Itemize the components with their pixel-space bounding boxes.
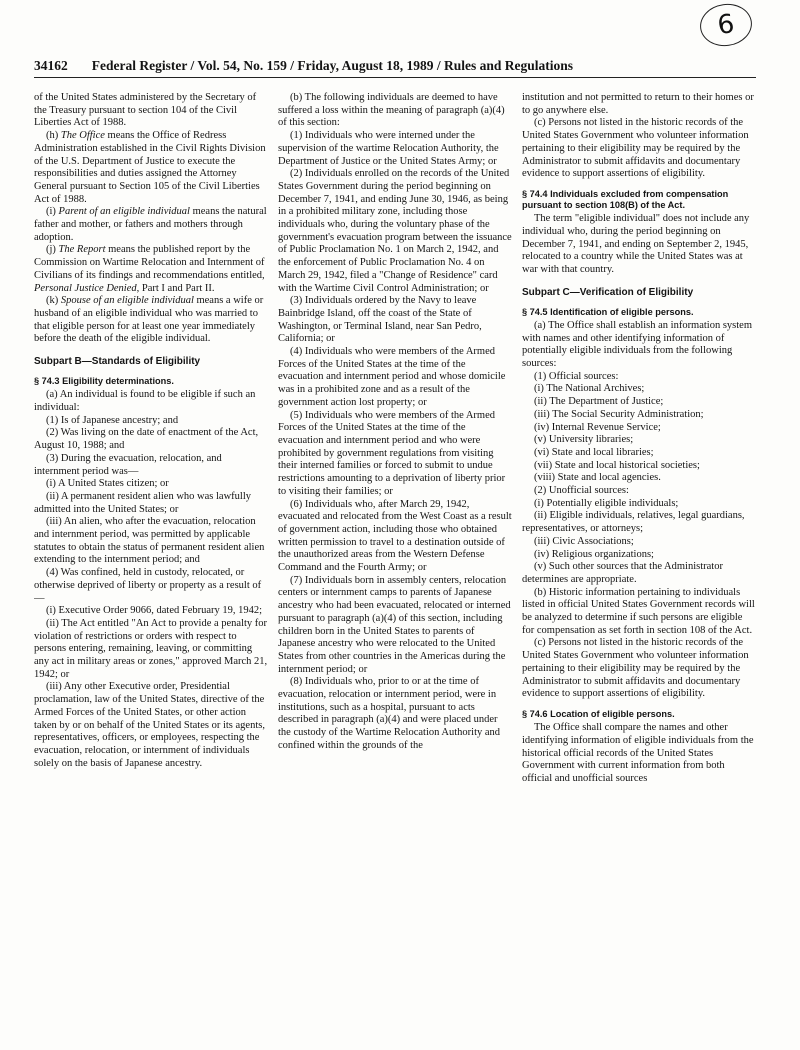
subpart-heading: Subpart C—Verification of Eligibility <box>522 286 694 298</box>
text-columns <box>34 92 756 1042</box>
paragraph: (c) Persons not listed in the historic records of the United States Government who volunteer information pertaining to their eligibility may be required by the Administrator to submit affidavits and documentary evidence to support assertions of eligibility. <box>522 117 749 180</box>
paragraph: (ii) A permanent resident alien who was lawfully admitted into the United States; or <box>34 490 251 515</box>
paragraph: (5) Individuals who were members of the Armed Forces of the United States at the time of the evacuation and internment period and who were prohibited by government regulations from visiting their interned families or forced to submit to undue restrictions amounting to a deprivation of liberty prior to visiting their families; or <box>278 409 506 497</box>
paragraph: The Office shall compare the names and other identifying information of eligible individuals from the historical official records of the United States Government with current information from both official and unofficial sources <box>522 722 754 784</box>
definition-i: (i) Parent of an eligible individual means the natural father and mother, or fathers and mothers through adoption. <box>34 206 267 243</box>
paragraph: (iii) Any other Executive order, Presidential proclamation, law of the United States, directive of the Armed Forces of the United States, or other action taken by or on behalf of the United States or its agents, representatives, officers, or employees, respecting the evacuation, relocation, or internment of individuals solely on the basis of Japanese ancestry. <box>34 681 265 769</box>
paragraph: (b) Historic information pertaining to individuals listed in official United States Government records will be analyzed to determine if such persons are eligible for compensation as set forth in section 108 of the Act. <box>522 586 755 636</box>
paragraph: (b) The following individuals are deemed to have suffered a loss within the meaning of paragraph (a)(4) of this section: <box>278 92 505 129</box>
running-header <box>34 58 756 78</box>
paragraph: (1) Official sources: <box>534 370 619 382</box>
paragraph: (7) Individuals born in assembly centers, relocation centers or internment camps to parents of Japanese ancestry who had been evacuated, relocated or interned pursuant to paragraph (a)(4) of this section, including children born in the United States to parents of Japanese ancestry who were relocated to the United States from other countries in the Americas during the internment period; or <box>278 574 511 675</box>
paragraph: (iii) Civic Associations; <box>534 535 634 547</box>
column-3 <box>522 92 756 1042</box>
paragraph: (v) University libraries; <box>534 434 634 446</box>
section-heading: § 74.5 Identification of eligible persons. <box>522 306 694 317</box>
paragraph: (2) Was living on the date of enactment of the Act, August 10, 1988; and <box>34 427 259 452</box>
paragraph: (3) Individuals ordered by the Navy to leave Bainbridge Island, off the coast of the State of Washington, or Terminal Island, near San Pedro, California; or <box>278 295 482 345</box>
handwritten-page-number: 6 <box>697 1 754 50</box>
paragraph: (i) The National Archives; <box>534 383 645 395</box>
paragraph: (1) Individuals who were interned under the supervision of the wartime Relocation Authority, the Department of Justice or the United States Army; or <box>278 130 499 167</box>
paragraph: (c) Persons not listed in the historic records of the United States Government who volunteer information pertaining to their eligibility may be required by the Administrator to submit affidavits and documentary evidence to support assertions of eligibility. <box>522 637 749 700</box>
column-1 <box>34 92 268 1042</box>
definition-k: (k) Spouse of an eligible individual means a wife or husband of an eligible individual who was married to that eligible person for at least one year immediately before the death of the eligible individual. <box>34 295 264 345</box>
paragraph: (ii) Eligible individuals, relatives, legal guardians, representatives, or attorneys; <box>522 510 745 535</box>
section-heading: § 74.3 Eligibility determinations. <box>34 376 174 387</box>
paragraph: (a) An individual is found to be eligible if such an individual: <box>34 389 256 413</box>
paragraph: (8) Individuals who, prior to or at the time of evacuation, relocation or internment period, were in institutions, such as a hospital, pursuant to acts described in paragraph (a)(4) and were placed under the custody of the Wartime Relocation Authority and confined within the grounds of the <box>278 676 501 751</box>
paragraph: (6) Individuals who, after March 29, 1942, evacuated and relocated from the West Coast as a result of government action, including those who obtained written permission to travel to a destination outside of the unauthorized areas from the Western Defense Command and the Fourth Army; or <box>278 498 512 574</box>
paragraph: (i) Executive Order 9066, dated February 19, 1942; <box>46 605 263 617</box>
header-title: Federal Register / Vol. 54, No. 159 / Friday, August 18, 1989 / Rules and Regulations <box>91 58 574 73</box>
paragraph: (3) During the evacuation, relocation, and internment period was— <box>34 452 222 477</box>
paragraph: (1) Is of Japanese ancestry; and <box>46 414 179 426</box>
definition-j: (j) The Report means the published report by the Commission on Wartime Relocation and Internment of Civilians of its findings and recommendations entitled, Personal Justice Denied, Part I and Part II. <box>34 244 265 294</box>
paragraph: (iii) An alien, who after the evacuation, relocation and internment period, was permitted by applicable statutes to obtain the status of permanent resident alien extending to the internment period; and <box>34 516 265 566</box>
paragraph: (v) Such other sources that the Administrator determines are appropriate. <box>522 561 723 585</box>
paragraph: (iv) Religious organizations; <box>534 548 654 560</box>
paragraph: (i) Potentially eligible individuals; <box>534 497 679 509</box>
paragraph: institution and not permitted to return to their homes or to go anywhere else. <box>522 92 754 116</box>
paragraph: (4) Was confined, held in custody, relocated, or otherwise deprived of liberty or property as a result of— <box>34 567 262 604</box>
column-2 <box>278 92 512 1042</box>
definition-h: (h) The Office means the Office of Redress Administration established in the Civil Rights Division of the U.S. Department of Justice to execute the responsibilities and duties assigned the Attorney General pursuant to Section 105 of the Civil Liberties Act of 1988. <box>34 130 266 205</box>
paragraph: (ii) The Department of Justice; <box>534 396 664 408</box>
paragraph: (i) A United States citizen; or <box>46 478 169 490</box>
paragraph: (iii) The Social Security Administration; <box>534 408 704 420</box>
page-number: 34162 <box>34 58 68 73</box>
paragraph: (viii) State and local agencies. <box>534 472 661 484</box>
subpart-heading: Subpart B—Standards of Eligibility <box>34 356 201 368</box>
paragraph: of the United States administered by the Secretary of the Treasury pursuant to section 104 of the Civil Liberties Act of 1988. <box>34 92 257 129</box>
paragraph: (2) Unofficial sources: <box>534 485 629 497</box>
paragraph: (a) The Office shall establish an information system with names and other identifying information of potentially eligible individuals from the following sources: <box>522 319 753 370</box>
paragraph: The term "eligible individual" does not include any individual who, during the period beginning on December 7, 1941, and ending on September 2, 1945, relocated to a country while the United States was at war with that country. <box>522 213 750 275</box>
section-heading: § 74.6 Location of eligible persons. <box>522 709 675 719</box>
paragraph: (2) Individuals enrolled on the records of the United States Government during the period beginning on December 7, 1941, and ending June 30, 1946, as being in a prohibited military zone, including those individuals who, during the voluntary phase of the government's evacuation program between the issuance of Public Proclamation No. 1 on March 2, 1942, and the enforcement of Public Proclamation No. 4 on March 29, 1942, filed a "Change of Residence" card with the Wartime Civil Control Administration; or <box>278 168 512 294</box>
paragraph: (iv) Internal Revenue Service; <box>534 421 661 433</box>
paragraph: (vi) State and local libraries; <box>534 446 654 458</box>
paragraph: (4) Individuals who were members of the Armed Forces of the United States at the time of the evacuation and internment period and whose domicile was in a prohibited zone and as a result of the government action lost property; or <box>278 346 506 408</box>
section-heading: § 74.4 Individuals excluded from compensation pursuant to section 108(B) of the Act. <box>522 188 729 211</box>
paragraph: (vii) State and local historical societies; <box>534 459 700 471</box>
paragraph: (ii) The Act entitled "An Act to provide a penalty for violation of restrictions or orders with respect to persons entering, remaining, leaving, or committing any act in military areas or zones," approved March 21, 1942; or <box>34 617 268 680</box>
